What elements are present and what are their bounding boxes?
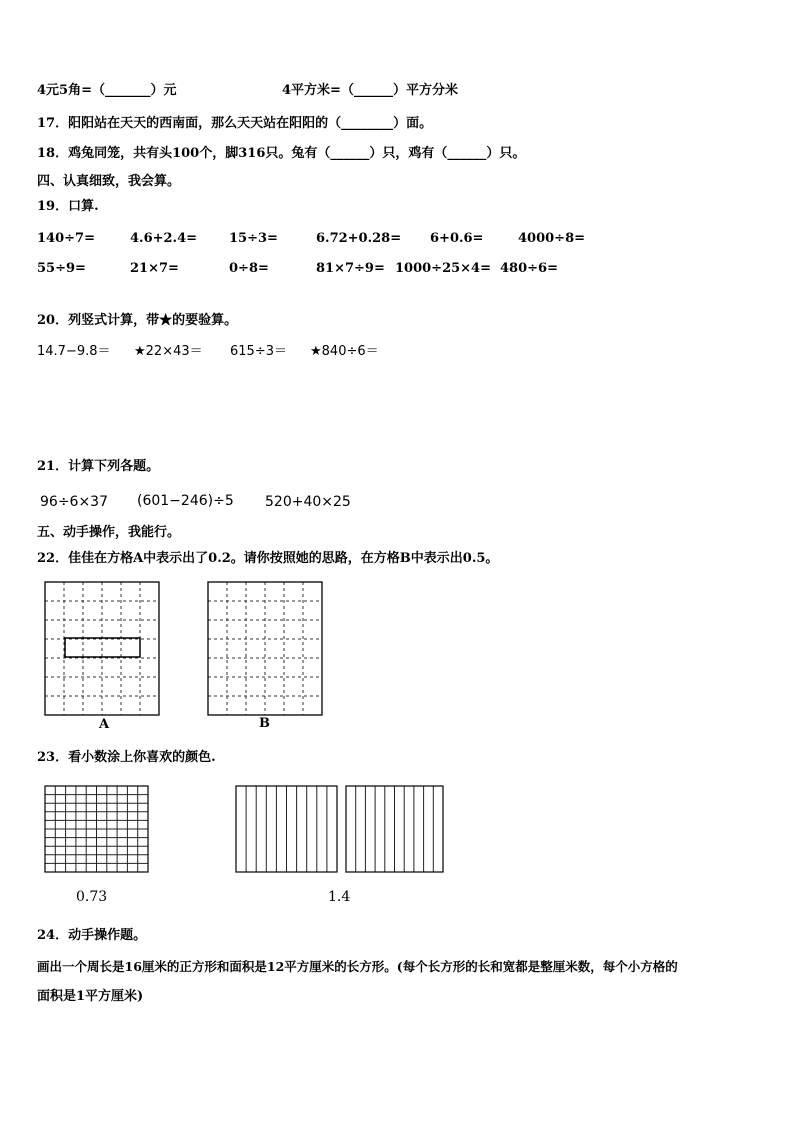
mental-math-item: 6+0.6= (430, 231, 484, 246)
grid-a-label: A (99, 717, 110, 732)
question-24-title: 24．动手操作题。 (37, 928, 147, 943)
question-24-line-1: 画出一个周长是16厘米的正方形和面积是12平方厘米的长方形。(每个长方形的长和宽都是整厘米数，每个小方格的 (37, 959, 678, 974)
grid-b-label: B (259, 716, 270, 731)
question-22-title: 22．佳佳在方格A中表示出了0.2。请你按照她的思路，在方格B中表示出0.5。 (37, 551, 499, 566)
calc-expression: (601−246)÷5 (137, 493, 234, 509)
calc-expression: 520+40×25 (265, 494, 351, 510)
question-19-title: 19．口算. (37, 199, 99, 214)
question-17: 17．阳阳站在天天的西南面，那么天天站在阳阳的（________）面。 (37, 116, 433, 131)
decimal-label-2: 1.4 (328, 889, 351, 905)
section-5-heading: 五、动手操作，我能行。 (37, 525, 181, 540)
question-18: 18．鸡兔同笼，共有头100个，脚316只。兔有（______）只，鸡有（______）只。 (37, 146, 526, 161)
vertical-calc-item: ★22×43＝ (134, 344, 203, 359)
mental-math-item: 4000÷8= (518, 231, 586, 246)
grid-a (45, 582, 159, 715)
tenths-strip-2 (346, 786, 443, 872)
calc-expression: 96÷6×37 (40, 494, 108, 510)
mental-math-item: 140÷7= (37, 231, 95, 246)
decimal-label-1: 0.73 (76, 889, 108, 905)
question-21-title: 21．计算下列各题。 (37, 459, 160, 474)
mental-math-item: 4.6+2.4= (130, 231, 198, 246)
mental-math-item: 15÷3= (229, 231, 278, 246)
question-23-title: 23．看小数涂上你喜欢的颜色. (37, 750, 216, 765)
hundred-grid (45, 786, 148, 872)
question-24-line-2: 面积是1平方厘米) (37, 989, 144, 1004)
q16-part-a: 4元5角=（_______）元 (37, 83, 177, 98)
mental-math-item: 55÷9= (37, 261, 86, 276)
mental-math-item: 480÷6= (500, 261, 558, 276)
mental-math-item: 0÷8= (229, 261, 269, 276)
mental-math-item: 1000÷25×4= (395, 261, 491, 276)
vertical-calc-item: 615÷3＝ (230, 344, 287, 359)
question-20-title: 20．列竖式计算，带★的要验算。 (37, 313, 238, 328)
vertical-calc-item: ★840÷6＝ (310, 344, 379, 359)
vertical-calc-item: 14.7−9.8＝ (37, 344, 111, 359)
mental-math-item: 81×7÷9= (316, 261, 385, 276)
grid-b (208, 582, 322, 715)
section-4-heading: 四、认真细致，我会算。 (37, 174, 181, 189)
q16-part-b: 4平方米=（______）平方分米 (282, 83, 458, 98)
mental-math-item: 6.72+0.28= (316, 231, 402, 246)
mental-math-item: 21×7= (130, 261, 179, 276)
tenths-strip-1 (236, 786, 337, 872)
